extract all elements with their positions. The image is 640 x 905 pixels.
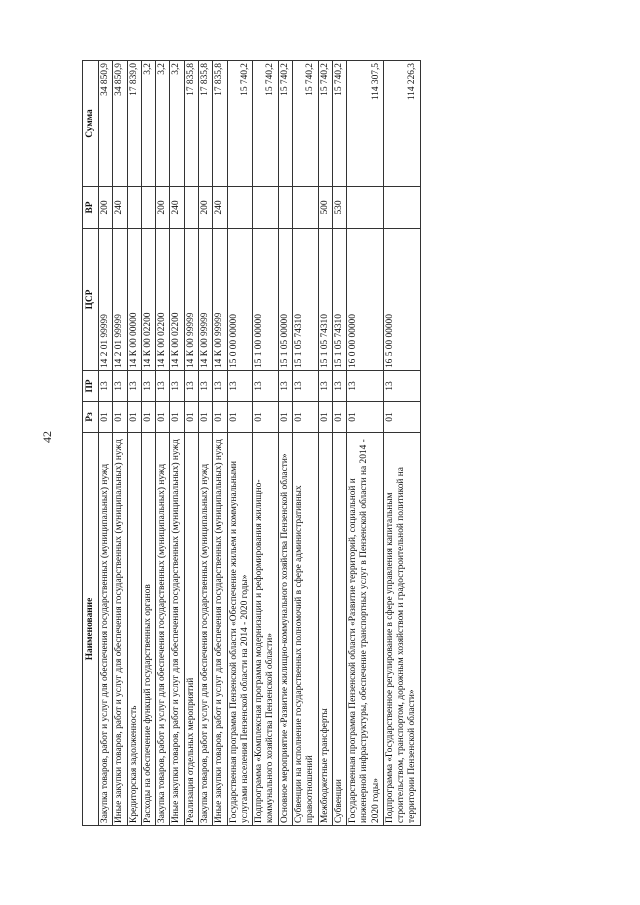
cell-pr: 13 bbox=[99, 371, 113, 402]
header-pr: ПР bbox=[83, 371, 99, 402]
cell-name: Иные закупки товаров, работ и услуг для обеспечения государственных (муниципальных) нужд bbox=[213, 433, 227, 826]
table-row bbox=[347, 61, 384, 826]
cell-name: Государственная программа Пензенской области «Обеспечение жильем и коммунальными услугами населения Пензенской области на 2014 - 2020 годы» bbox=[227, 433, 253, 826]
cell-name: Субвенции bbox=[332, 433, 346, 826]
cell-pr: 13 bbox=[227, 371, 253, 402]
table-body bbox=[99, 61, 421, 826]
cell-csr: 14 2 01 99999 bbox=[113, 229, 127, 371]
cell-csr: 14 К 00 02200 bbox=[141, 229, 155, 371]
cell-vr bbox=[278, 187, 292, 229]
table-row bbox=[156, 61, 170, 826]
cell-vr: 500 bbox=[318, 187, 332, 229]
cell-vr: 200 bbox=[156, 187, 170, 229]
cell-csr: 14 К 00 99999 bbox=[198, 229, 212, 371]
table-row bbox=[170, 61, 184, 826]
cell-rz: 01 bbox=[318, 402, 332, 433]
cell-name: Закупка товаров, работ и услуг для обеспечения государственных (муниципальных) нужд bbox=[99, 433, 113, 826]
cell-rz: 01 bbox=[141, 402, 155, 433]
cell-name: Закупка товаров, работ и услуг для обеспечения государственных (муниципальных) нужд bbox=[198, 433, 212, 826]
cell-vr bbox=[141, 187, 155, 229]
cell-sum: 15 740,2 bbox=[253, 61, 279, 187]
table-row bbox=[278, 61, 292, 826]
cell-rz: 01 bbox=[332, 402, 346, 433]
cell-pr: 13 bbox=[332, 371, 346, 402]
cell-csr: 15 1 05 00000 bbox=[278, 229, 292, 371]
cell-pr: 13 bbox=[213, 371, 227, 402]
cell-sum: 34 850,9 bbox=[99, 61, 113, 187]
cell-vr: 240 bbox=[113, 187, 127, 229]
budget-table bbox=[82, 60, 421, 826]
cell-pr: 13 bbox=[383, 371, 420, 402]
cell-rz: 01 bbox=[278, 402, 292, 433]
cell-csr: 14 К 00 02200 bbox=[156, 229, 170, 371]
table-row bbox=[332, 61, 346, 826]
header-vr: ВР bbox=[83, 187, 99, 229]
cell-csr: 15 1 05 74310 bbox=[318, 229, 332, 371]
cell-vr bbox=[253, 187, 279, 229]
cell-sum: 3,2 bbox=[141, 61, 155, 187]
cell-csr: 15 1 05 74310 bbox=[332, 229, 346, 371]
cell-sum: 15 740,2 bbox=[227, 61, 253, 187]
cell-csr: 15 1 05 74310 bbox=[292, 229, 318, 371]
cell-vr: 530 bbox=[332, 187, 346, 229]
header-rz: Рз bbox=[83, 402, 99, 433]
table-row bbox=[227, 61, 253, 826]
table-row bbox=[383, 61, 420, 826]
cell-sum: 15 740,2 bbox=[292, 61, 318, 187]
cell-name: Подпрограмма «Комплексная программа модернизации и реформирования жилищно-коммунального хозяйства Пензенской области» bbox=[253, 433, 279, 826]
cell-pr: 13 bbox=[127, 371, 141, 402]
cell-rz: 01 bbox=[127, 402, 141, 433]
cell-sum: 15 740,2 bbox=[332, 61, 346, 187]
cell-vr: 200 bbox=[198, 187, 212, 229]
cell-csr: 15 0 00 00000 bbox=[227, 229, 253, 371]
cell-name: Иные закупки товаров, работ и услуг для обеспечения государственных (муниципальных) нужд bbox=[113, 433, 127, 826]
cell-pr: 13 bbox=[292, 371, 318, 402]
header-csr: ЦСР bbox=[83, 229, 99, 371]
table-row bbox=[253, 61, 279, 826]
cell-vr bbox=[347, 187, 384, 229]
cell-name: Закупка товаров, работ и услуг для обеспечения государственных (муниципальных) нужд bbox=[156, 433, 170, 826]
cell-rz: 01 bbox=[170, 402, 184, 433]
table-row bbox=[113, 61, 127, 826]
cell-vr: 240 bbox=[213, 187, 227, 229]
table-row bbox=[292, 61, 318, 826]
cell-name: Основное мероприятие «Развитие жилищно-коммунального хозяйства Пензенской области» bbox=[278, 433, 292, 826]
table-row bbox=[318, 61, 332, 826]
cell-vr: 200 bbox=[99, 187, 113, 229]
cell-name: Субвенции на исполнение государственных полномочий в сфере административных правоотношений bbox=[292, 433, 318, 826]
cell-csr: 15 1 00 00000 bbox=[253, 229, 279, 371]
cell-pr: 13 bbox=[184, 371, 198, 402]
cell-csr: 16 5 00 00000 bbox=[383, 229, 420, 371]
table-row bbox=[198, 61, 212, 826]
cell-sum: 34 850,9 bbox=[113, 61, 127, 187]
table-row bbox=[213, 61, 227, 826]
cell-sum: 15 740,2 bbox=[318, 61, 332, 187]
cell-pr: 13 bbox=[318, 371, 332, 402]
cell-rz: 01 bbox=[198, 402, 212, 433]
page-number: 42 bbox=[40, 431, 54, 443]
cell-pr: 13 bbox=[113, 371, 127, 402]
cell-pr: 13 bbox=[156, 371, 170, 402]
cell-vr bbox=[184, 187, 198, 229]
cell-rz: 01 bbox=[292, 402, 318, 433]
cell-csr: 14 К 00 99999 bbox=[184, 229, 198, 371]
cell-sum: 114 307,5 bbox=[347, 61, 384, 187]
cell-name: Подпрограмма «Государственное регулирование в сфере управления капитальным строительством, транспортом, дорожным хозяйством и градостроительной политикой на территории Пензенской области» bbox=[383, 433, 420, 826]
cell-rz: 01 bbox=[383, 402, 420, 433]
header-sum: Сумма bbox=[83, 61, 99, 187]
cell-rz: 01 bbox=[156, 402, 170, 433]
budget-table-rotated bbox=[82, 61, 421, 826]
cell-sum: 17 835,8 bbox=[184, 61, 198, 187]
header-name: Наименование bbox=[83, 433, 99, 826]
table-row bbox=[141, 61, 155, 826]
cell-rz: 01 bbox=[113, 402, 127, 433]
cell-rz: 01 bbox=[253, 402, 279, 433]
cell-pr: 13 bbox=[278, 371, 292, 402]
cell-rz: 01 bbox=[347, 402, 384, 433]
cell-name: Кредиторская задолженность bbox=[127, 433, 141, 826]
table-row bbox=[184, 61, 198, 826]
cell-sum: 3,2 bbox=[170, 61, 184, 187]
cell-csr: 14 К 00 99999 bbox=[213, 229, 227, 371]
cell-name: Реализация отдельных мероприятий bbox=[184, 433, 198, 826]
table-header-row bbox=[83, 61, 99, 826]
cell-csr: 16 0 00 00000 bbox=[347, 229, 384, 371]
cell-csr: 14 К 00 00000 bbox=[127, 229, 141, 371]
cell-sum: 114 226,3 bbox=[383, 61, 420, 187]
cell-pr: 13 bbox=[170, 371, 184, 402]
table-row bbox=[99, 61, 113, 826]
cell-pr: 13 bbox=[198, 371, 212, 402]
cell-vr bbox=[127, 187, 141, 229]
cell-rz: 01 bbox=[213, 402, 227, 433]
cell-sum: 3,2 bbox=[156, 61, 170, 187]
cell-rz: 01 bbox=[184, 402, 198, 433]
cell-vr bbox=[227, 187, 253, 229]
cell-csr: 14 К 00 02200 bbox=[170, 229, 184, 371]
cell-vr bbox=[383, 187, 420, 229]
cell-pr: 13 bbox=[141, 371, 155, 402]
cell-sum: 17 839,0 bbox=[127, 61, 141, 187]
cell-vr bbox=[292, 187, 318, 229]
cell-name: Иные закупки товаров, работ и услуг для обеспечения государственных (муниципальных) нужд bbox=[170, 433, 184, 826]
cell-name: Межбюджетные трансферты bbox=[318, 433, 332, 826]
cell-sum: 17 835,8 bbox=[213, 61, 227, 187]
cell-rz: 01 bbox=[99, 402, 113, 433]
cell-rz: 01 bbox=[227, 402, 253, 433]
cell-sum: 15 740,2 bbox=[278, 61, 292, 187]
table-row bbox=[127, 61, 141, 826]
cell-name: Государственная программа Пензенской области «Развитие территорий, социальной и инженерной инфраструктуры, обеспечение транспортных услуг в Пензенской области на 2014 - 2020 годы» bbox=[347, 433, 384, 826]
cell-name: Расходы на обеспечение функций государственных органов bbox=[141, 433, 155, 826]
cell-sum: 17 835,8 bbox=[198, 61, 212, 187]
cell-vr: 240 bbox=[170, 187, 184, 229]
cell-pr: 13 bbox=[347, 371, 384, 402]
cell-csr: 14 2 01 99999 bbox=[99, 229, 113, 371]
cell-pr: 13 bbox=[253, 371, 279, 402]
